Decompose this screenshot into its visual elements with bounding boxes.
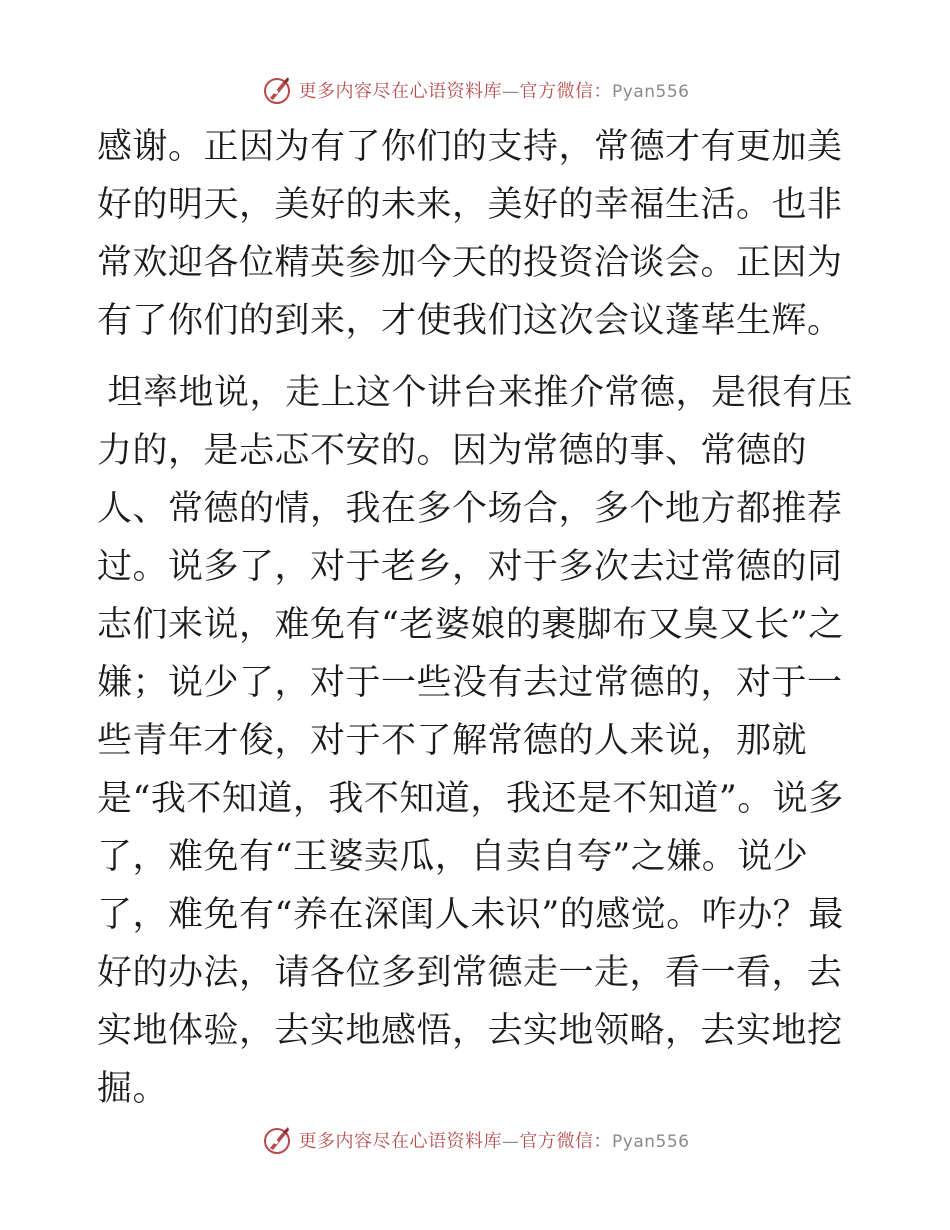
quill-pen-logo-icon [261, 1124, 293, 1156]
paragraph-1: 感谢。正因为有了你们的支持，常德才有更加美好的明天，美好的未来，美好的幸福生活。也非常欢迎各位精英参加今天的投资洽谈会。正因为有了你们的到来，才使我们这次会议蓬荜生辉。 [97, 127, 843, 341]
header-banner-text: 更多内容尽在心语资料库—官方微信：Pyan556 [298, 81, 690, 102]
footer-banner-text: 更多内容尽在心语资料库—官方微信：Pyan556 [298, 1131, 690, 1152]
quill-pen-logo-icon [261, 74, 293, 106]
document-body [97, 118, 853, 1118]
footer-banner [0, 1120, 950, 1160]
paragraph-2: 坦率地说，走上这个讲台来推介常德，是很有压力的，是忐忑不安的。因为常德的事、常德的人、常德的情，我在多个场合，多个地方都推荐过。说多了，对于老乡，对于多次去过常德的同志们来说，难免有“老婆娘的裹脚布又臭又长”之嫌；说少了，对于一些没有去过常德的，对于一些青年才俊，对于不了解常德的人来说，那就是“我不知道，我不知道，我还是不知道”。说多了，难免有“王婆卖瓜，自卖自夸”之嫌。说少了，难免有“养在深闺人未识”的感觉。咋办？最好的办法，请各位多到常德走一走，看一看，去实地体验，去实地感悟，去实地领略，去实地挖掘。 [97, 373, 854, 1109]
header-banner [0, 70, 950, 110]
